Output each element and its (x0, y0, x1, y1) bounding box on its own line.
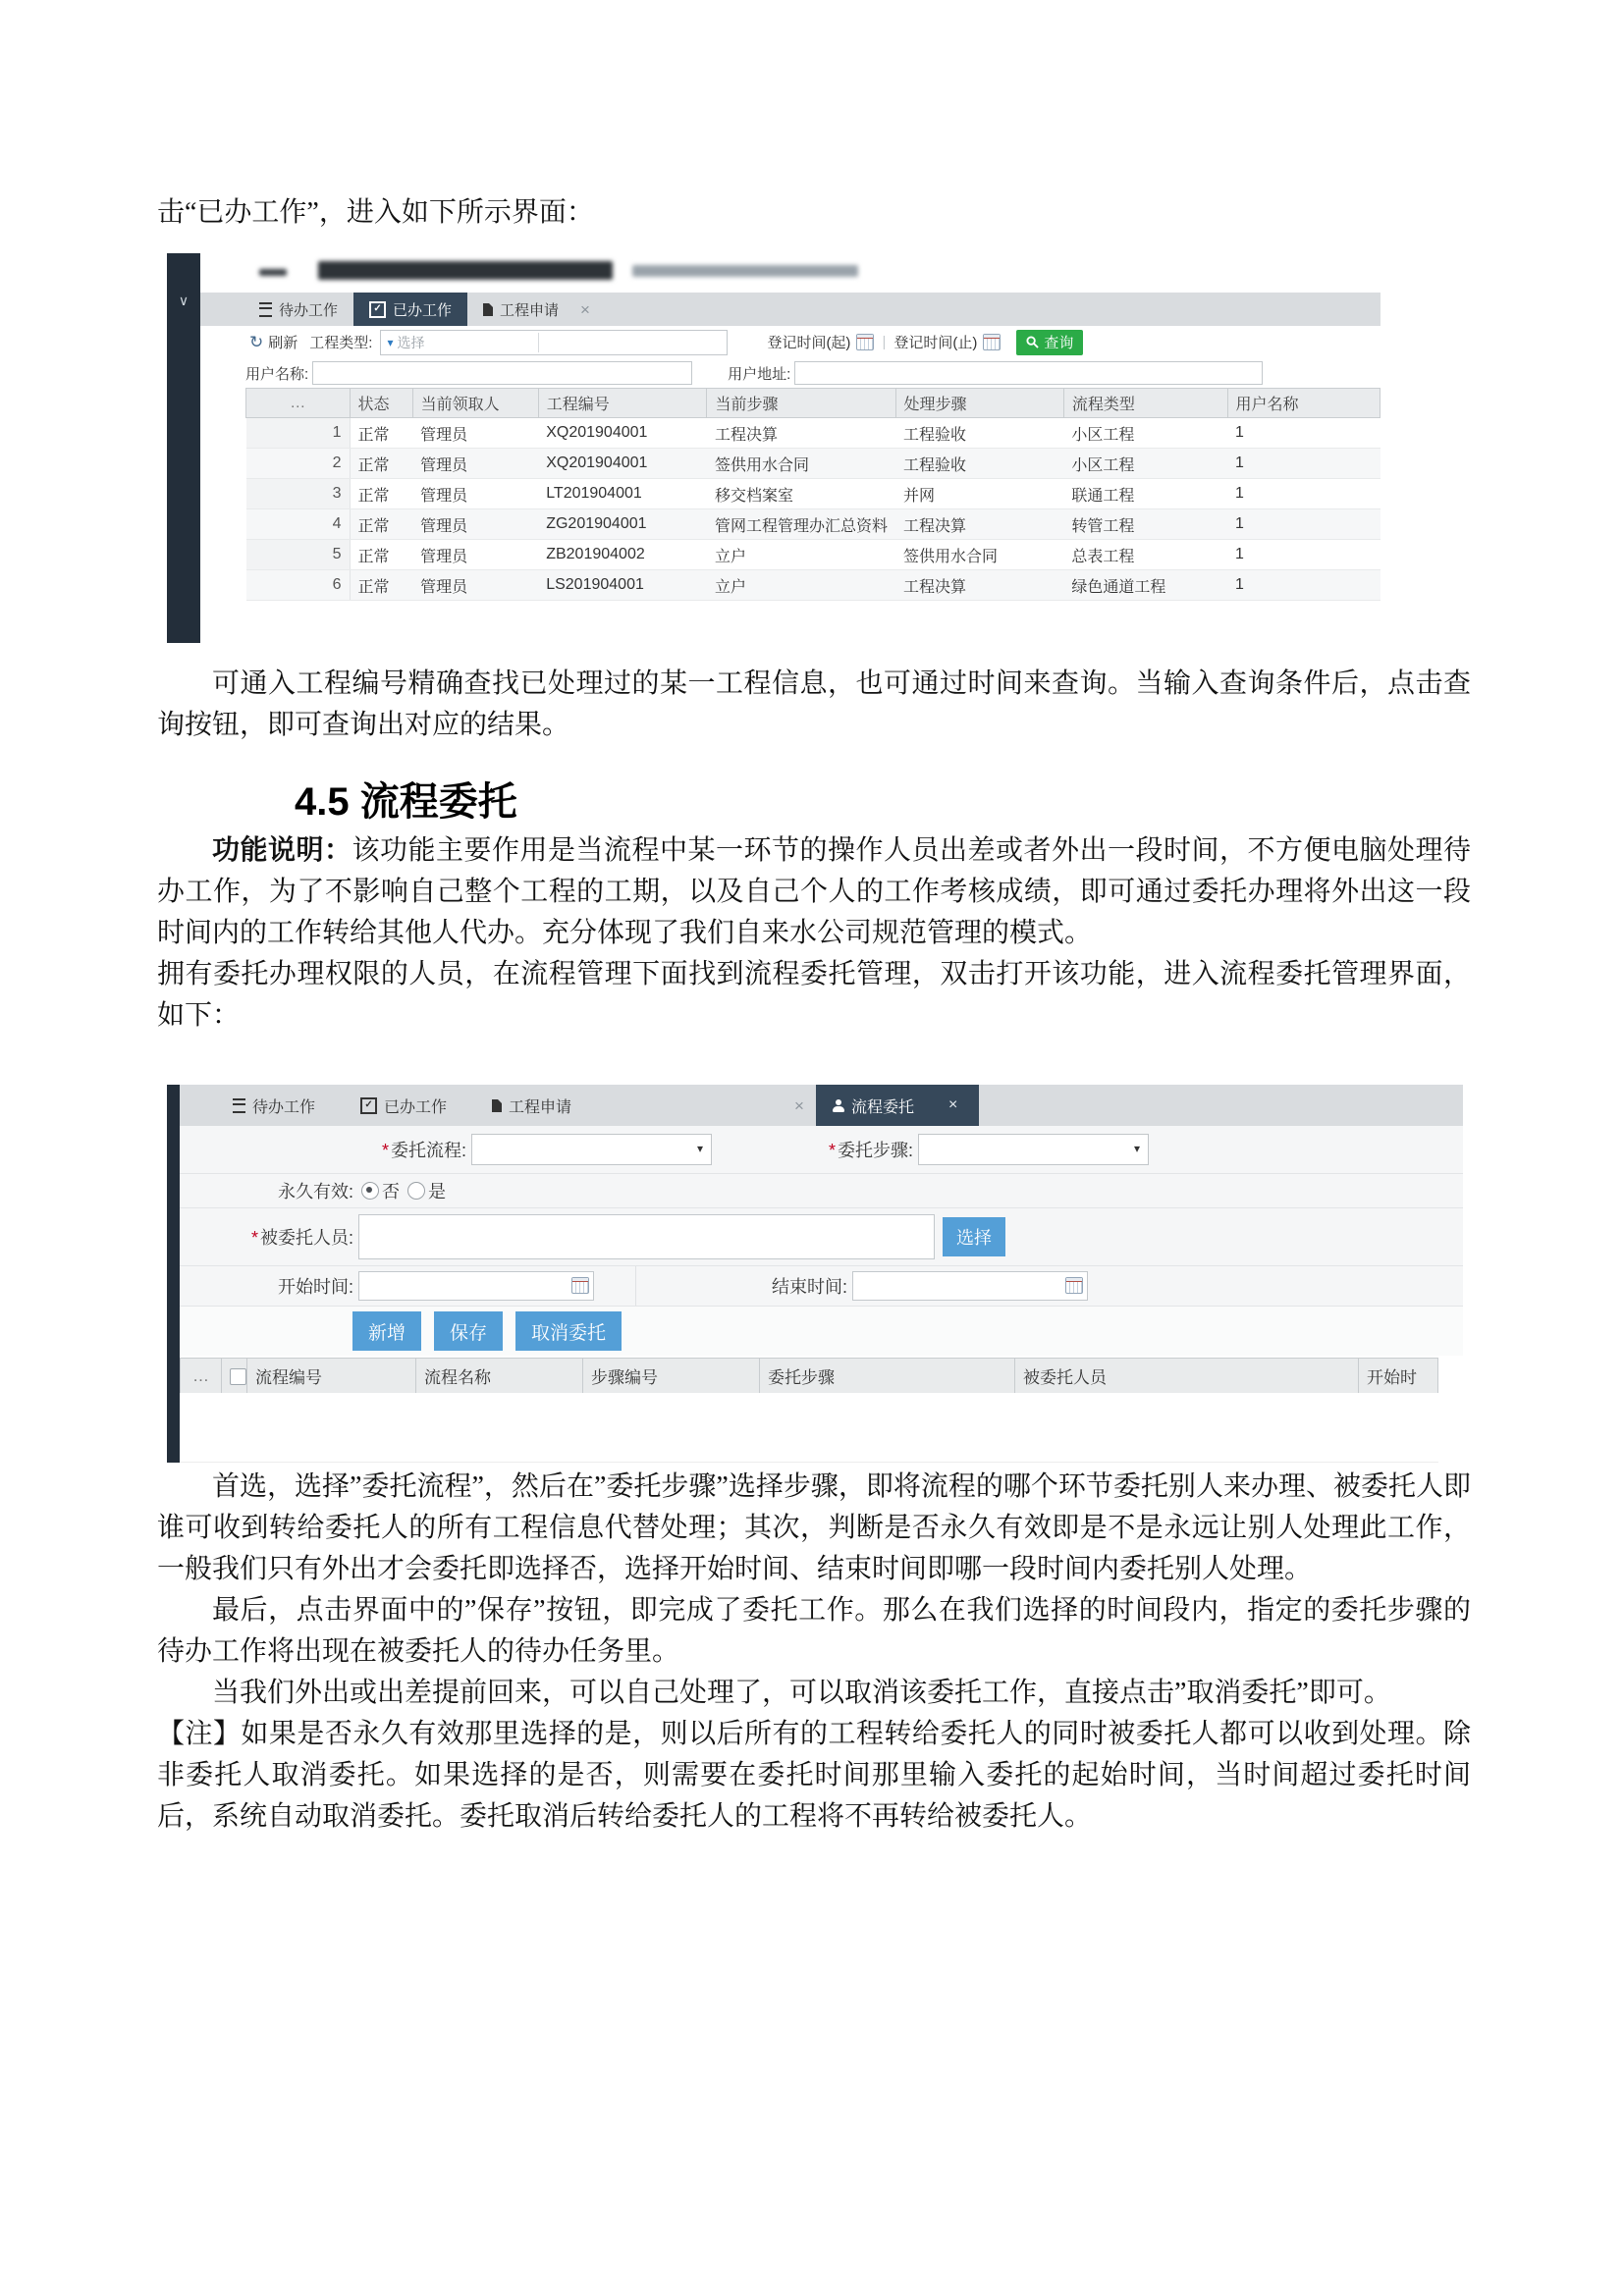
checkbox-check-icon: ✓ (369, 301, 386, 318)
screenshot-done-work (167, 253, 1380, 643)
flow-select[interactable] (471, 1134, 712, 1165)
query-button-label: 查询 (1044, 335, 1074, 351)
tab-label: 已办工作 (384, 1098, 448, 1116)
radio-yes-label[interactable]: 是 (428, 1182, 446, 1201)
table-header-row (246, 389, 1380, 418)
closing-paragraphs (157, 1467, 1471, 1838)
radio-no-label[interactable]: 否 (382, 1182, 400, 1201)
table-header-row (181, 1359, 1438, 1394)
app-sidebar[interactable] (167, 253, 200, 643)
table-row[interactable]: 4 正常 管理员 ZG201904001 管网工程管理办汇总资料 工程决算 转管工程 1 (246, 509, 1380, 540)
body-text: 首选，选择”委托流程”，然后在”委托步骤”选择步骤，即将流程的哪个环节委托别人来办理、被委托人即谁可收到转给委托人的所有工程信息代替处理；其次，判断是否永久有效即是不是永远让别人处理此工作，一般我们只有外出才会委托即选择否，选择开始时间、结束时间即哪一段时间内委托别人处理。 (157, 1471, 1471, 1584)
app-sidebar-strip (167, 1085, 180, 1463)
form-row-flow (180, 1126, 1463, 1174)
permanent-label: 永久有效: (277, 1182, 353, 1201)
register-time-end-label: 登记时间(止) (893, 335, 978, 351)
filter-row (200, 358, 1380, 388)
form-row-delegatee (180, 1208, 1463, 1266)
col-project-no[interactable]: 工程编号 (538, 389, 707, 418)
tab-label: 工程申请 (500, 301, 560, 319)
tab-label: 已办工作 (393, 301, 453, 319)
user-name-input[interactable] (312, 361, 692, 385)
col-ellipsis[interactable]: … (181, 1359, 222, 1394)
person-icon (832, 1099, 844, 1112)
table-row[interactable]: 3 正常 管理员 LT201904001 移交档案室 并网 联通工程 1 (246, 479, 1380, 509)
flow-label: * 委托流程: (381, 1141, 466, 1160)
calendar-icon[interactable] (983, 334, 1001, 350)
func-text: 该功能主要作用是当流程中某一环节的操作人员出差或者外出一段时间，不方便电脑处理待办工作，为了不影响自己整个工程的工期，以及自己个人的工作考核成绩，即可通过委托办理将外出这一段时间内的工作转给其他人代办。充分体现了我们自来水公司规范管理的模式。 (157, 835, 1471, 948)
radio-yes[interactable] (407, 1182, 425, 1200)
col-current-owner[interactable]: 当前领取人 (412, 389, 538, 418)
table-row[interactable]: 6 正常 管理员 LS201904001 立户 工程决算 绿色通道工程 1 (246, 570, 1380, 601)
col-ellipsis[interactable]: … (246, 389, 351, 418)
close-icon[interactable]: × (948, 1096, 958, 1113)
start-time-label: 开始时间: (277, 1277, 353, 1297)
col-handle-step[interactable]: 处理步骤 (895, 389, 1063, 418)
close-icon[interactable]: × (580, 299, 590, 319)
choose-button[interactable]: 选择 (943, 1217, 1005, 1256)
delegate-table (180, 1358, 1438, 1394)
project-type-select[interactable] (380, 330, 728, 355)
col-flow-no[interactable]: 流程编号 (247, 1359, 416, 1394)
list-icon (259, 302, 272, 317)
chevron-down-icon[interactable]: ∨ (178, 293, 189, 308)
tab-label: 流程委托 (850, 1098, 914, 1116)
tab-bar (180, 1085, 1463, 1126)
tab-project-apply[interactable] (467, 293, 574, 326)
app-header (200, 253, 1380, 293)
close-icon[interactable]: × (794, 1095, 804, 1115)
delegatee-input[interactable] (358, 1214, 935, 1259)
tab-label: 待办工作 (279, 301, 339, 319)
user-name-label: 用户名称: (245, 365, 309, 383)
save-button[interactable]: 保存 (434, 1311, 503, 1351)
empty-table-body (180, 1393, 1438, 1463)
col-start-time[interactable]: 开始时 (1359, 1359, 1438, 1394)
done-work-table (245, 388, 1380, 601)
checkbox-icon[interactable] (230, 1368, 246, 1385)
required-mark: * (828, 1141, 836, 1160)
required-mark: * (381, 1141, 389, 1160)
checkbox-check-icon: ✓ (360, 1097, 377, 1114)
screenshot-flow-delegate (167, 1085, 1463, 1463)
search-toolbar (200, 326, 1380, 358)
radio-no[interactable] (361, 1182, 379, 1200)
tab-project-apply[interactable] (476, 1085, 587, 1126)
step-label: * 委托步骤: (828, 1141, 913, 1160)
tab-bar (200, 293, 1380, 326)
form-row-time (180, 1266, 1463, 1307)
query-button[interactable] (1016, 330, 1083, 355)
select-placeholder: 选择 (397, 334, 425, 350)
combo-divider (538, 333, 539, 352)
intro-paragraph (157, 192, 1471, 234)
tab-todo-work[interactable] (217, 1085, 331, 1126)
tab-flow-delegate[interactable] (816, 1085, 979, 1126)
open-delegate-text: 拥有委托办理权限的人员，在流程管理下面找到流程委托管理，双击打开该功能，进入流程委托管理界面，如下： (157, 959, 1471, 1031)
refresh-icon[interactable]: ↻ (249, 332, 264, 351)
file-icon (483, 303, 493, 316)
body-text: 最后，点击界面中的”保存”按钮，即完成了委托工作。那么在我们选择的时间段内，指定的委托步骤的待办工作将出现在被委托人的待办任务里。 (157, 1595, 1471, 1667)
tab-done-work[interactable] (353, 293, 467, 326)
dropdown-arrow-icon: ▾ (387, 335, 394, 349)
tab-todo-work[interactable] (244, 293, 353, 326)
col-delegate-step[interactable]: 委托步骤 (760, 1359, 1015, 1394)
tab-label: 待办工作 (252, 1098, 316, 1116)
tab-done-work[interactable] (345, 1085, 462, 1126)
col-current-step[interactable]: 当前步骤 (707, 389, 895, 418)
calendar-icon[interactable] (571, 1277, 589, 1294)
note-text: 【注】如果是否永久有效那里选择的是，则以后所有的工程转给委托人的同时被委托人都可以收到处理。除非委托人取消委托。如果选择的是否，则需要在委托时间那里输入委托的起始时间，当时间超过委托时间后，系统自动取消委托。委托取消后转给委托人的工程将不再转给被委托人。 (157, 1719, 1471, 1832)
function-description (157, 830, 1471, 1037)
body-text: 当我们外出或出差提前回来，可以自己处理了，可以取消该委托工作，直接点击”取消委托”即可。 (212, 1678, 1391, 1708)
list-icon (233, 1098, 245, 1113)
section-heading: 4.5 流程委托 (295, 780, 517, 824)
blurred-subtitle (632, 265, 858, 277)
register-time-start-label: 登记时间(起) (767, 335, 851, 351)
refresh-label[interactable]: 刷新 (268, 335, 298, 351)
start-time-input[interactable] (358, 1271, 594, 1301)
file-icon (492, 1099, 502, 1112)
add-button[interactable]: 新增 (352, 1311, 421, 1351)
delegate-form (180, 1126, 1463, 1356)
user-addr-label: 用户地址: (728, 365, 791, 383)
blurred-logo-text (318, 261, 613, 280)
form-row-buttons (180, 1307, 1463, 1356)
calendar-icon[interactable] (1065, 1277, 1083, 1294)
form-row-permanent (180, 1174, 1463, 1208)
dropdown-arrow-icon: ▾ (1133, 1142, 1140, 1155)
cancel-delegate-button[interactable]: 取消委托 (515, 1311, 622, 1351)
col-user-name[interactable]: 用户名称 (1227, 389, 1380, 418)
intro-text: 击“已办工作”，进入如下所示界面： (157, 197, 594, 228)
col-status[interactable]: 状态 (350, 389, 412, 418)
func-label: 功能说明： (212, 835, 352, 866)
delegatee-label: * 被委托人员: (250, 1228, 353, 1248)
end-time-label: 结束时间: (771, 1277, 847, 1297)
table-row[interactable]: 2 正常 管理员 XQ201904001 签供用水合同 工程验收 小区工程 1 (246, 449, 1380, 479)
divider: | (882, 334, 887, 350)
paragraph-after-shot1 (157, 664, 1471, 746)
calendar-icon[interactable] (856, 334, 874, 350)
blurred-logo-dash (259, 269, 287, 276)
step-select[interactable] (918, 1134, 1149, 1165)
table-row[interactable]: 1 正常 管理员 XQ201904001 工程决算 工程验收 小区工程 1 (246, 418, 1380, 449)
col-delegatee[interactable]: 被委托人员 (1015, 1359, 1359, 1394)
tab-label: 工程申请 (509, 1098, 572, 1116)
search-icon (1026, 336, 1039, 348)
project-type-label: 工程类型: (309, 335, 373, 351)
col-flow-name[interactable]: 流程名称 (416, 1359, 583, 1394)
dropdown-arrow-icon: ▾ (696, 1142, 703, 1155)
table-row[interactable]: 5 正常 管理员 ZB201904002 立户 签供用水合同 总表工程 1 (246, 540, 1380, 570)
col-step-no[interactable]: 步骤编号 (583, 1359, 760, 1394)
col-checkbox[interactable] (222, 1359, 247, 1394)
body-text: 可通入工程编号精确查找已处理过的某一工程信息，也可通过时间来查询。当输入查询条件后，点击查询按钮，即可查询出对应的结果。 (157, 668, 1471, 740)
end-time-input[interactable] (852, 1271, 1088, 1301)
col-flow-type[interactable]: 流程类型 (1063, 389, 1227, 418)
required-mark: * (250, 1228, 258, 1248)
user-addr-input[interactable] (794, 361, 1263, 385)
